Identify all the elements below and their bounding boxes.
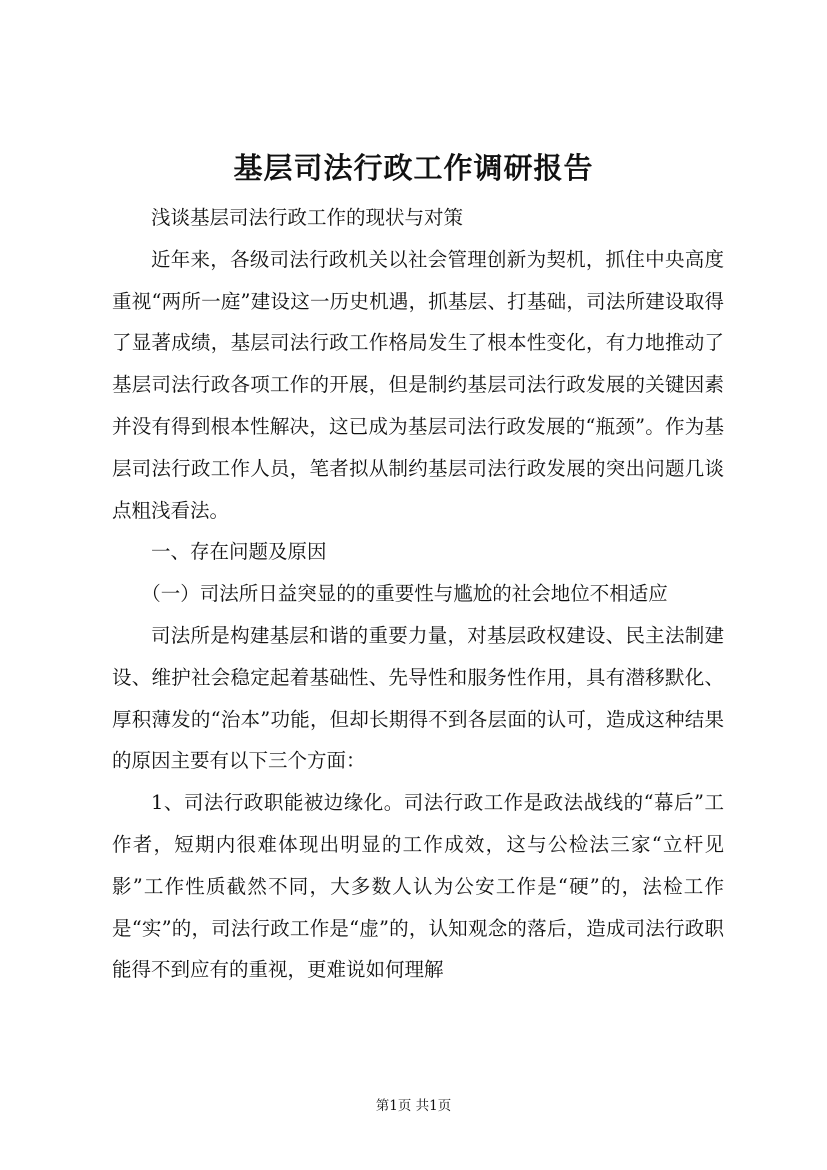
document-title: 基层司法行政工作调研报告 (233, 151, 594, 185)
body-paragraph: 司法所是构建基层和谐的重要力量，对基层政权建设、民主法制建设、维护社会稳定起着基础性、先导性和服务性作用，具有潜移默化、厚积薄发的“治本”功能，但却长期得不到各层面的认可，造成这种结果的原因主要有以下三个方面： (112, 623, 724, 773)
document-body (112, 197, 724, 991)
subsection-heading: （一）司法所日益突显的的重要性与尴尬的社会地位不相适应 (141, 582, 668, 606)
body-paragraph: 1、司法行政职能被边缘化。司法行政工作是政法战线的“幕后”工作者，短期内很难体现出明显的工作成效，这与公检法三家“立杆见影”工作性质截然不同，大多数人认为公安工作是“硬”的，法检工作是“实”的，司法行政工作是“虚”的，认知观念的落后，造成司法行政职能得不到应有的重视，更难说如何理解 (112, 791, 724, 982)
intro-paragraph: 近年来，各级司法行政机关以社会管理创新为契机，抓住中央高度重视“两所一庭”建设这一历史机遇，抓基层、打基础，司法所建设取得了显著成绩，基层司法行政工作格局发生了根本性变化，有力地推动了基层司法行政各项工作的开展，但是制约基层司法行政发展的关键因素并没有得到根本性解决，这已成为基层司法行政发展的“瓶颈”。作为基层司法行政工作人员，笔者拟从制约基层司法行政发展的突出问题几谈点粗浅看法。 (112, 247, 724, 522)
section-heading: 一、存在问题及原因 (151, 540, 327, 564)
page-footer: 第1页 共1页 (375, 1098, 452, 1114)
subtitle-paragraph: 浅谈基层司法行政工作的现状与对策 (151, 206, 464, 229)
